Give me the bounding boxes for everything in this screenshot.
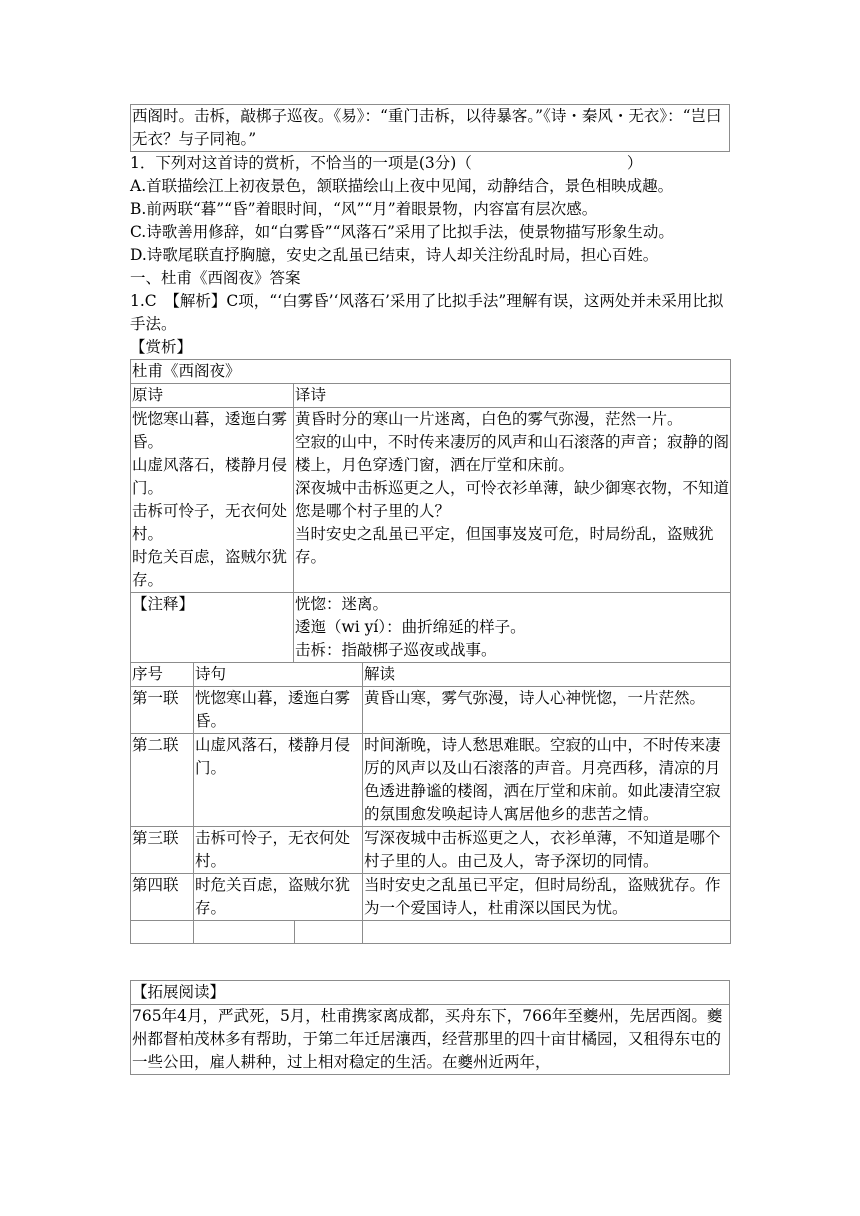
row-reading: 写深夜城中击柝巡更之人，衣衫单薄，不知道是哪个村子里的人。由己及人，寄予深切的同情。 [363, 827, 731, 874]
spacer [130, 944, 730, 980]
translation-line: 深夜城中击柝巡更之人，可怜衣衫单薄，缺少御寒衣物，不知道您是哪个村子里的人？ [295, 479, 730, 520]
col-translation-header: 译诗 [294, 384, 731, 408]
document-page [130, 104, 730, 1075]
table-row [131, 687, 731, 734]
note-item: 逶迤（wi yí）：曲折绵延的样子。 [295, 618, 526, 636]
appreciation-label: 【赏析】 [130, 338, 193, 356]
table-row [131, 874, 731, 921]
option-a: A.首联描绘江上初夜景色，颔联描绘山上夜中见闻，动静结合，景色相映成趣。 [130, 177, 674, 195]
analysis-table [130, 662, 731, 944]
translation-cell [294, 408, 731, 593]
poem-title: 杜甫《西阁夜》 [131, 360, 731, 384]
row-reading: 时间渐晚，诗人愁思难眠。空寂的山中，不时传来凄厉的风声以及山石滚落的声音。月亮西移，清凉的月色透进静谧的楼阁，洒在厅堂和床前。如此凄清空寂的氛围愈发唤起诗人寓居他乡的悲苦之情。 [363, 734, 731, 827]
option-d: D.诗歌尾联直抒胸臆，安史之乱虽已结束，诗人却关注纷乱时局，担心百姓。 [130, 246, 659, 264]
empty-cell [194, 921, 295, 944]
translation-line: 当时安史之乱虽已平定，但国事岌岌可危，时局纷乱，盗贼犹存。 [295, 525, 714, 566]
notes-cell [294, 593, 731, 663]
row-number: 第四联 [131, 874, 194, 921]
table-row [131, 734, 731, 827]
extended-reading-text: 765年4月，严武死，5月，杜甫携家离成都，买舟东下，766年至夔州，先居西阁。夔州都督柏茂林多有帮助，于第二年迁居瀼西，经营那里的四十亩甘橘园，又租得东屯的一些公田，雇人耕种，过上相对稳定的生活。在夔州近两年， [132, 1007, 723, 1071]
row-line: 击柝可怜子，无衣何处村。 [194, 827, 363, 874]
row-reading: 黄昏山寒，雾气弥漫，诗人心神恍惚，一片茫然。 [363, 687, 731, 734]
annotation-box [130, 104, 730, 152]
row-number: 第二联 [131, 734, 194, 827]
row-number: 第三联 [131, 827, 194, 874]
row-line: 山虚风落石，楼静月侵门。 [194, 734, 363, 827]
row-line: 时危关百虑，盗贼尔犹存。 [194, 874, 363, 921]
col-original-header: 原诗 [131, 384, 294, 408]
option-c: C.诗歌善用修辞，如“白雾昏”“风落石”采用了比拟手法，使景物描写形象生动。 [130, 223, 674, 241]
extended-reading-label-box [130, 980, 730, 1005]
original-poem-cell [131, 408, 294, 593]
table-row [131, 827, 731, 874]
header-line: 诗句 [194, 663, 363, 687]
option-b: B.前两联“暮”“昏”着眼时间，“风”“月”着眼景物，内容富有层次感。 [130, 200, 598, 218]
original-line: 山虚风落石，楼静月侵门。 [132, 456, 288, 497]
answer-heading: 一、杜甫《西阁夜》答案 [130, 269, 301, 287]
note-item: 恍惚：迷离。 [295, 595, 389, 613]
extended-reading-box [130, 1004, 730, 1075]
translation-line: 黄昏时分的寒山一片迷离，白色的雾气弥漫，茫然一片。 [295, 410, 683, 428]
empty-cell [363, 921, 731, 944]
empty-row [131, 921, 731, 944]
answer-text: 1.C 【解析】C项，“‘白雾昏’‘风落石’采用了比拟手法”理解有误，这两处并未采用比拟手法。 [130, 292, 724, 333]
empty-cell [131, 921, 194, 944]
header-number: 序号 [131, 663, 194, 687]
annotation-text: 西阁时。击柝，敲梆子巡夜。《易》：“重门击柝，以待暴客。”《诗・秦风・无衣》：“岂曰无衣？与子同袍。” [132, 107, 722, 148]
header-reading: 解读 [363, 663, 731, 687]
original-line: 击柝可怜子，无衣何处村。 [132, 502, 288, 543]
row-line: 恍惚寒山暮，逶迤白雾昏。 [194, 687, 363, 734]
row-number: 第一联 [131, 687, 194, 734]
extended-reading-label: 【拓展阅读】 [132, 983, 226, 1001]
note-item: 击柝：指敲梆子巡夜或战事。 [295, 641, 497, 659]
row-reading: 当时安史之乱虽已平定，但时局纷乱，盗贼犹存。作为一个爱国诗人，杜甫深以国民为忧。 [363, 874, 731, 921]
notes-label: 【注释】 [131, 593, 294, 663]
translation-line: 空寂的山中，不时传来凄厉的风声和山石滚落的声音；寂静的阁楼上，月色穿透门窗，洒在厅堂和床前。 [295, 433, 730, 474]
original-line: 恍惚寒山暮，逶迤白雾昏。 [132, 410, 288, 451]
original-line: 时危关百虑，盗贼尔犹存。 [132, 548, 288, 589]
question-stem: 1．下列对这首诗的赏析，不恰当的一项是(3分)（ ） [130, 154, 643, 172]
poem-table [130, 359, 731, 663]
empty-cell [295, 921, 363, 944]
